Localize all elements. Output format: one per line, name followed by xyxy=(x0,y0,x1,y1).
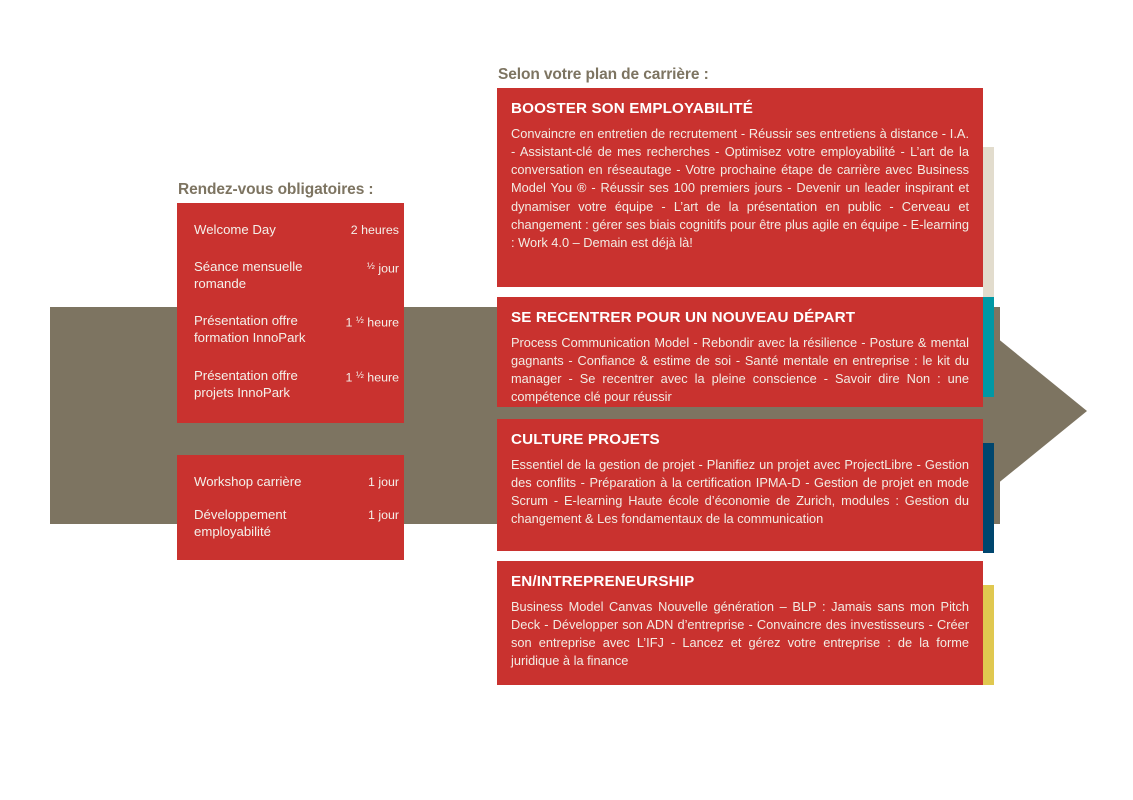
card-body: Convaincre en entretien de recrutement - Réussir ses entretiens à distance - I.A. - Assistant-clé de mes recherches - Optimisez votre employabilité - L’art de la conversation en réseautage - Votre prochaine étape de carrière avec Business Model You ® - Réussir ses 100 premiers jours - Devenir un leader inspirant et dynamiser votre équipe - L’art de la présentation en public - Cerveau et changement : gérer ses biais cognitifs pour être plus agile en équipe - E-learning : Work 4.0 – Demain est déjà là! xyxy=(511,125,969,250)
appointment-name: Présentation offre projets InnoPark xyxy=(194,368,298,400)
appointment-duration: 1 $^{\frac{1}{2}}$ heure xyxy=(345,370,399,385)
card-culture-projets xyxy=(497,419,983,551)
card-title: EN/INTREPRENEURSHIP xyxy=(511,573,695,590)
accent-strip-teal xyxy=(983,297,994,397)
accent-strip-beige xyxy=(983,147,994,297)
card-title: CULTURE PROJETS xyxy=(511,431,660,448)
appointment-name: Welcome Day xyxy=(194,222,276,237)
left-column-heading: Rendez-vous obligatoires : xyxy=(178,181,374,198)
right-column-heading: Selon votre plan de carrière : xyxy=(498,66,709,83)
accent-strip-yellow xyxy=(983,585,994,685)
card-se-recentrer xyxy=(497,297,983,407)
card-body: Business Model Canvas Nouvelle génération – BLP : Jamais sans mon Pitch Deck - Développer son ADN d’entreprise - Convaincre des investisseurs - Créer son entreprise avec L’IFJ - Lancez et gérez votre entreprise : de la forme juridique à la finance xyxy=(511,598,969,669)
card-title: SE RECENTRER POUR UN NOUVEAU DÉPART xyxy=(511,309,856,326)
card-body: Process Communication Model - Rebondir avec la résilience - Posture & mental gagnants - Confiance & estime de soi - Santé mentale en entreprise : le kit du manager - Se recentrer avec la pleine conscience - Savoir dire Non : une compétence clé pour réussir xyxy=(511,334,969,405)
mandatory-appointments-panel-primary xyxy=(177,203,404,423)
appointment-duration: 1 jour xyxy=(368,508,399,522)
accent-strip-navy xyxy=(983,443,994,553)
card-entrepreneurship xyxy=(497,561,983,685)
appointment-duration: 1 $^{\frac{1}{2}}$ heure xyxy=(345,315,399,330)
card-title: BOOSTER SON EMPLOYABILITÉ xyxy=(511,100,753,117)
appointment-duration: 1 jour xyxy=(368,475,399,489)
appointment-name: Séance mensuelle romande xyxy=(194,259,303,291)
career-card-booster xyxy=(497,88,983,287)
appointment-duration: $^{\frac{1}{2}}$ jour xyxy=(366,261,399,276)
appointment-duration: 2 heures xyxy=(350,223,399,237)
appointment-name: Présentation offre formation InnoPark xyxy=(194,313,306,345)
appointment-name: Workshop carrière xyxy=(194,474,302,489)
card-body: Essentiel de la gestion de projet - Planifiez un projet avec ProjectLibre - Gestion des conflits - Préparation à la certification IPMA-D - Gestion de projet en mode Scrum - E-learning Haute école d’économie de Zurich, modules : Gestion du changement & Les fondamentaux de la communication xyxy=(511,456,969,527)
mandatory-appointments-panel-secondary xyxy=(177,455,404,560)
appointment-name: Développement employabilité xyxy=(194,507,287,539)
